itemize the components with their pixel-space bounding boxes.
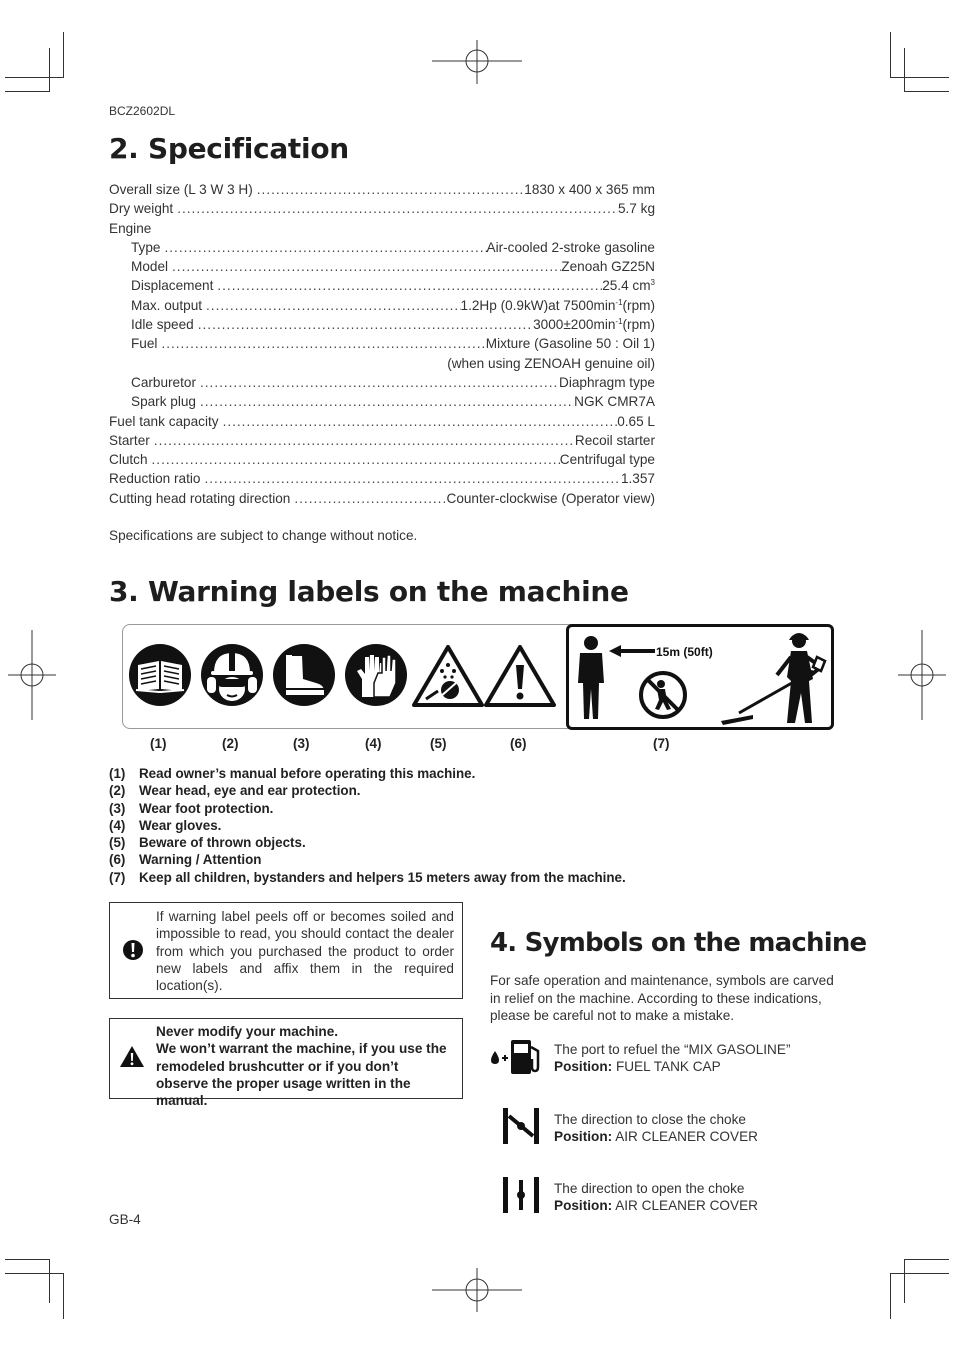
- warning-labels-title: 3. Warning labels on the machine: [109, 575, 629, 608]
- label-number: (5): [430, 736, 447, 751]
- spec-label: Displacement: [131, 278, 214, 294]
- modify-warning-title: Never modify your machine.: [156, 1024, 339, 1039]
- keep-distance-label: [566, 624, 834, 730]
- symbol-position: Position: AIR CLEANER COVER: [554, 1198, 758, 1213]
- spec-row-rotating-direction: [109, 489, 655, 508]
- symbol-position: Position: FUEL TANK CAP: [554, 1059, 721, 1074]
- model-code: BCZ2602DL: [109, 104, 176, 118]
- symbol-description: The direction to open the choke: [554, 1181, 745, 1196]
- spec-label: Engine: [109, 220, 152, 236]
- spec-row-engine: [109, 219, 655, 238]
- spec-label: Reduction ratio: [109, 471, 201, 487]
- gloves-icon: [344, 643, 408, 707]
- list-item: (5) Beware of thrown objects.: [109, 835, 306, 851]
- spec-row-spark-plug: [109, 392, 655, 411]
- symbol-item-fuel: [554, 1041, 790, 1075]
- bystander-icon: [573, 633, 609, 721]
- spec-row-dry-weight: [109, 199, 655, 218]
- list-item: (6) Warning / Attention: [109, 852, 262, 868]
- symbol-item-choke-close: [554, 1111, 758, 1145]
- spec-row-model: [109, 257, 655, 276]
- label-number: (6): [510, 736, 527, 751]
- spec-row-starter: [109, 431, 655, 450]
- peel-notice-text: If warning label peels off or becomes soiled and impossible to read, you should contact the dealer from which you purchased the product to order new labels and affix them in the required location(s).: [156, 909, 454, 994]
- spec-value: Mixture (Gasoline 50 : Oil 1): [485, 336, 655, 352]
- specification-note: Specifications are subject to change without notice.: [109, 528, 418, 543]
- spec-row-type: [109, 238, 655, 257]
- warning-triangle-icon: [119, 1045, 145, 1068]
- list-item: (3) Wear foot protection.: [109, 800, 274, 816]
- warning-label-list: [109, 765, 626, 886]
- arrow-left-icon: [609, 645, 655, 657]
- label-peel-notice: [109, 902, 463, 999]
- specification-table: [109, 180, 655, 508]
- spec-row-idle-speed: [109, 315, 655, 334]
- spec-value: Diaphragm type: [559, 374, 655, 390]
- registration-mark-left: [8, 630, 56, 720]
- label-number: (2): [222, 736, 239, 751]
- registration-mark-top: [432, 40, 522, 84]
- boot-icon: [272, 643, 336, 707]
- spec-label: Starter: [109, 432, 150, 448]
- spec-value: NGK CMR7A: [574, 394, 655, 410]
- label-number: (1): [150, 736, 167, 751]
- thrown-objects-icon: [412, 643, 484, 707]
- spec-value: 1830 x 400 x 365 mm: [524, 182, 655, 197]
- label-number: (3): [293, 736, 310, 751]
- spec-label: Model: [131, 259, 169, 275]
- spec-row-max-output: [109, 296, 655, 315]
- spec-label: Spark plug: [131, 394, 196, 410]
- modify-warning-text: [156, 1023, 454, 1109]
- spec-label: Overall size (L 3 W 3 H): [109, 182, 253, 197]
- spec-label: Fuel tank capacity: [109, 413, 219, 429]
- spec-value: Zenoah GZ25N: [561, 259, 655, 275]
- spec-label: Cutting head rotating direction: [109, 490, 291, 506]
- spec-value: (when using ZENOAH genuine oil): [447, 355, 655, 371]
- spec-value: 0.65 L: [617, 413, 655, 429]
- spec-value: 1.357: [620, 471, 655, 487]
- spec-label: Idle speed: [131, 317, 194, 333]
- spec-value: Air-cooled 2-stroke gasoline: [486, 239, 655, 255]
- distance-label: 15m (50ft): [656, 645, 713, 659]
- spec-row-reduction-ratio: [109, 469, 655, 488]
- symbols-intro: For safe operation and maintenance, symbols are carved in relief on the machine. According to these indications, please be careful not to make a mistake.: [490, 973, 834, 1023]
- spec-label: Max. output: [131, 297, 203, 313]
- modify-warning-body: We won’t warrant the machine, if you use the remodeled brushcutter or if you don’t observe the proper usage written in the manual.: [156, 1041, 447, 1109]
- choke-close-icon: [501, 1107, 541, 1145]
- symbol-item-choke-open: [554, 1180, 758, 1214]
- spec-label: Type: [131, 239, 161, 255]
- spec-value: 25.4 $cm^3$: [602, 278, 655, 294]
- spec-row-fuel-note: [109, 354, 655, 373]
- specification-title: 2. Specification: [109, 132, 349, 165]
- spec-value: Counter-clockwise (Operator view): [446, 490, 655, 506]
- symbols-title: 4. Symbols on the machine: [490, 928, 867, 958]
- registration-mark-right: [898, 630, 946, 720]
- spec-value: $3000\pm 200\min^{-1}(rpm)$: [533, 317, 655, 333]
- spec-value: 5.7 kg: [617, 201, 655, 217]
- spec-row-carburetor: [109, 373, 655, 392]
- spec-label: Fuel: [131, 336, 158, 352]
- modify-warning-notice: [109, 1018, 463, 1109]
- page-number: GB-4: [109, 1212, 141, 1227]
- registration-mark-bottom: [432, 1268, 522, 1312]
- symbol-description: The port to refuel the “MIX GASOLINE”: [554, 1042, 791, 1057]
- fuel-pump-icon: [489, 1037, 545, 1077]
- list-item: (7) Keep all children, bystanders and helpers 15 meters away from the machine.: [109, 869, 626, 885]
- choke-open-icon: [501, 1176, 541, 1214]
- spec-row-fuel: [109, 334, 655, 353]
- spec-label: Dry weight: [109, 201, 174, 217]
- operator-brushcutter-icon: [717, 631, 827, 725]
- symbol-description: The direction to close the choke: [554, 1112, 746, 1127]
- exclamation-circle-icon: [122, 939, 144, 961]
- helmet-goggles-earmuffs-icon: [200, 643, 264, 707]
- spec-row-displacement: [109, 276, 655, 295]
- spec-value: 1.2Hp (0.9kW)at $7500\min^{-1}(rpm)$: [460, 297, 655, 313]
- list-item: (1) Read owner’s manual before operating this machine.: [109, 766, 476, 781]
- warning-triangle-icon: [483, 643, 557, 707]
- manual-icon: [128, 643, 192, 707]
- spec-value: Recoil starter: [574, 432, 655, 448]
- symbol-position: Position: AIR CLEANER COVER: [554, 1129, 758, 1144]
- spec-row-fuel-tank: [109, 412, 655, 431]
- no-children-icon: [637, 669, 689, 721]
- spec-row-clutch: [109, 450, 655, 469]
- label-number: (7): [653, 736, 670, 751]
- spec-label: Clutch: [109, 452, 148, 468]
- spec-row-overall-size: [109, 180, 655, 199]
- spec-label: Carburetor: [131, 374, 196, 390]
- spec-value: Centrifugal type: [559, 452, 655, 468]
- label-number: (4): [365, 736, 382, 751]
- list-item: (2) Wear head, eye and ear protection.: [109, 783, 361, 799]
- list-item: (4) Wear gloves.: [109, 817, 222, 833]
